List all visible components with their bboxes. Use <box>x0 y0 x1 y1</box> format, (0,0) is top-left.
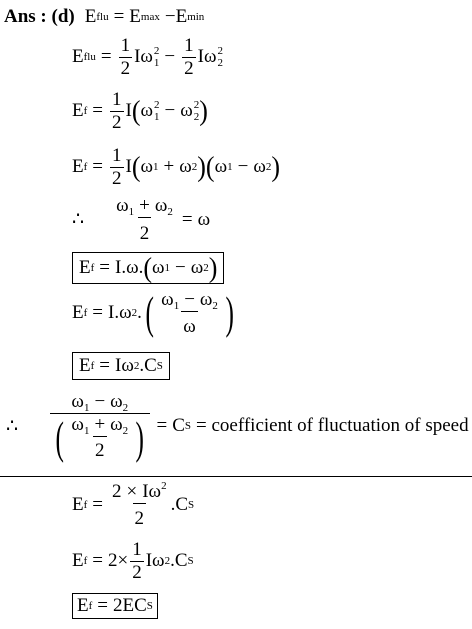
symbol-E: E <box>79 257 91 278</box>
equals-sign: = <box>92 156 103 178</box>
symbol-E: E <box>84 6 97 27</box>
symbol-C: C <box>175 494 188 516</box>
therefore-symbol: ∴ <box>6 415 19 437</box>
symbol-omega: ω <box>71 391 84 412</box>
equation-half-I-omega-squared-diff: E f = $\frac{1}{2}$ I ( ω 2 1 − ω 2 2 ) <box>72 89 208 133</box>
symbol-omega: ω <box>197 208 211 230</box>
equation-mean-omega <box>72 196 210 244</box>
subscript-2: 2 <box>212 300 218 312</box>
symbol-omega: ω <box>116 195 129 216</box>
number-2: 2 <box>108 550 118 572</box>
boxed-equation-2ECs <box>72 593 158 619</box>
equals-sign: = <box>92 550 103 572</box>
equation-I-omega-squared-ratio: E f = I. ω 2 . ( $\frac{\omega_1 - \omega_2}{\omega}$ ) <box>72 287 234 339</box>
fraction-one-half <box>182 36 196 79</box>
superscript-2: 2 <box>193 98 200 111</box>
symbol-omega: ω <box>140 100 154 122</box>
symbol-E: E <box>175 6 188 27</box>
denominator: 2 <box>138 217 152 244</box>
dot-operator: . <box>170 550 175 572</box>
symbol-I: I <box>142 481 149 502</box>
denominator: 2 <box>132 561 142 583</box>
right-paren: ) <box>271 150 281 183</box>
subscript-2: 2 <box>122 425 129 437</box>
symbol-omega: ω <box>110 414 123 435</box>
superscript-2: 2 <box>153 44 160 57</box>
plus-sign: + <box>94 414 106 435</box>
symbol-E: E <box>77 595 89 616</box>
fraction-coefficient <box>50 392 149 461</box>
equals-sign: = <box>97 595 108 616</box>
result-box: E f = I.ω. ( ω 1 − ω 2 ) <box>72 252 224 284</box>
numerator: 1 <box>112 89 122 110</box>
result-box: E f = 2E C S <box>72 593 158 619</box>
symbol-omega: ω <box>253 156 266 178</box>
right-paren: ) <box>208 251 218 284</box>
fraction-omega-sum-over-2 <box>114 196 175 244</box>
dot-operator: . <box>137 302 142 324</box>
subscript-1: 1 <box>154 110 160 123</box>
fraction-one-half <box>110 146 124 189</box>
subscript-2: 2 <box>167 206 173 218</box>
symbol-E: E <box>72 156 84 178</box>
symbol-C: C <box>134 595 147 616</box>
right-paren: ) <box>199 94 208 127</box>
numerator <box>114 196 175 217</box>
equals-sign: = <box>181 208 193 230</box>
superscript-2: 2 <box>161 480 167 492</box>
minus-sign: − <box>164 46 176 68</box>
symbol-E: E <box>129 6 141 27</box>
minus-sign: − <box>184 289 195 310</box>
fraction-omega-diff-over-omega <box>159 290 220 337</box>
denominator: 2 <box>93 436 107 461</box>
fraction-one-half <box>130 540 144 583</box>
numerator <box>69 415 130 436</box>
fraction-2-I-omega-squared-over-2 <box>110 482 169 529</box>
numerator: 1 <box>184 35 194 56</box>
sup-sub-stack <box>217 46 223 69</box>
symbol-I: I <box>125 156 132 178</box>
equation-2-I-omega-squared-over-2: E f = $\frac{2 \times I\omega^2}{2}$ . C S <box>72 480 195 529</box>
minus-sign: − <box>237 156 249 178</box>
equals-sign: = <box>92 302 103 324</box>
subscript-1: 1 <box>83 425 90 437</box>
equals-sign: = <box>156 415 168 437</box>
right-big-paren: ) <box>135 411 145 463</box>
equals-sign: = <box>99 355 110 376</box>
horizontal-divider <box>0 476 472 477</box>
therefore-symbol: ∴ <box>72 209 85 231</box>
numerator <box>69 392 130 413</box>
symbol-omega: ω <box>203 46 217 68</box>
equation-coefficient-of-fluctuation: ∴ $\omega_1 - \omega_2$ ( $\frac{\omega_1 + \omega_2}{2}$ ) = C S = coefficient of fluctuation of speed <box>6 391 469 463</box>
symbol-omega: ω <box>161 289 174 310</box>
denominator: 2 <box>112 167 122 189</box>
symbol-omega: ω <box>140 156 154 178</box>
denominator: 2 <box>184 57 194 79</box>
symbol-omega: ω <box>110 391 123 412</box>
symbol-E: E <box>72 46 84 68</box>
boxed-equation-I-omega-squared-Cs <box>72 352 170 380</box>
symbol-omega: ω <box>152 257 165 278</box>
fraction-omega-sum-over-2 <box>69 415 130 461</box>
denominator <box>50 413 149 461</box>
left-paren: ( <box>143 251 153 284</box>
times-sign: × <box>117 550 129 572</box>
denominator: ω <box>181 311 198 337</box>
symbol-omega: ω <box>154 195 168 216</box>
symbol-E: E <box>72 100 84 122</box>
minus-sign: − <box>94 391 106 412</box>
equals-sign: = <box>92 494 103 516</box>
denominator: 2 <box>133 503 147 529</box>
symbol-omega: ω <box>214 156 228 178</box>
left-paren: ( <box>205 150 215 183</box>
subscript-1: 1 <box>173 300 180 312</box>
symbol-I: I <box>145 550 153 572</box>
symbol-omega: ω <box>119 302 132 324</box>
symbol-omega: ω <box>152 550 165 572</box>
symbol-I: I <box>125 100 132 122</box>
subscript-2: 2 <box>193 110 200 123</box>
left-big-paren: ( <box>145 287 154 339</box>
dot-operator: . <box>139 355 145 376</box>
symbol-omega: ω <box>140 46 153 68</box>
symbol-I: I <box>115 355 122 376</box>
equals-sign: = <box>113 6 125 27</box>
equation-energy-fluctuation-definition: Ans : (d) E flu = E max − E min <box>4 6 205 27</box>
symbol-E: E <box>72 550 84 572</box>
symbol-I: I <box>197 46 204 68</box>
right-big-paren: ) <box>225 287 234 339</box>
term-2E: 2E <box>113 595 135 616</box>
left-paren: ( <box>131 94 141 127</box>
symbol-E: E <box>79 355 91 376</box>
symbol-omega: ω <box>179 156 192 178</box>
equals-sign: = <box>100 46 112 68</box>
numerator: 1 <box>112 145 122 166</box>
symbol-omega: ω <box>148 481 162 502</box>
equals-sign: = <box>92 100 103 122</box>
minus-sign: − <box>164 100 176 122</box>
numerator: 1 <box>132 539 142 560</box>
denominator: 2 <box>112 111 122 133</box>
fraction-one-half <box>110 90 124 133</box>
equation-half-I-omega-difference: E flu = $\frac{1}{2}$ I ω 2 1 − $\frac{1}{2}$ I ω 2 2 <box>72 35 223 79</box>
sup-sub-stack <box>154 100 160 123</box>
fraction-one-half <box>119 36 133 79</box>
equation-2-times-half-I-omega-squared: E f = 2 × $\frac{1}{2}$ I ω 2 . C S <box>72 539 194 583</box>
numerator: 1 <box>120 35 131 56</box>
result-box: E f = I ω 2 . C S <box>72 352 170 380</box>
equals-sign: = <box>99 257 110 278</box>
number-2: 2 <box>112 481 122 502</box>
symbol-C: C <box>174 550 188 572</box>
superscript-2: 2 <box>154 98 160 111</box>
plus-sign: + <box>139 195 150 216</box>
denominator: 2 <box>120 57 131 79</box>
subscript-1: 1 <box>83 402 90 414</box>
subscript-1: 1 <box>128 206 135 218</box>
numerator <box>159 290 220 311</box>
symbol-C: C <box>172 415 185 437</box>
minus-sign: − <box>164 6 176 27</box>
symbol-E: E <box>72 494 84 516</box>
symbol-omega: ω <box>180 100 193 122</box>
left-big-paren: ( <box>55 411 64 463</box>
superscript-2: 2 <box>217 44 223 57</box>
symbol-omega: ω <box>71 414 84 435</box>
symbol-omega: ω <box>199 289 213 310</box>
answer-label: Ans : (d) <box>4 6 75 27</box>
subscript-2: 2 <box>122 402 129 414</box>
symbol-C: C <box>144 355 157 376</box>
boxed-equation-I-omega-diff <box>72 252 224 284</box>
symbol-I: I <box>134 46 141 68</box>
sup-sub-stack <box>154 46 160 69</box>
symbol-E: E <box>72 302 84 324</box>
equation-half-I-sum-times-diff: E f = $\frac{1}{2}$ I ( ω 1 + ω 2 ) ( ω 1 − ω 2 ) <box>72 145 281 189</box>
right-paren: ) <box>197 150 206 183</box>
left-paren: ( <box>131 150 141 183</box>
subscript-2: 2 <box>217 56 223 69</box>
symbol-omega: ω <box>121 355 134 376</box>
plus-sign: + <box>163 156 175 178</box>
coefficient-description: = coefficient of fluctuation of speed <box>196 415 469 437</box>
dot-operator: . <box>170 494 176 516</box>
term-I-dot-omega: I.ω. <box>115 257 144 278</box>
term-I-dot: I. <box>108 302 120 324</box>
subscript-1: 1 <box>153 56 160 69</box>
symbol-omega: ω <box>190 257 204 278</box>
numerator <box>110 482 169 503</box>
times-sign: × <box>126 481 138 502</box>
minus-sign: − <box>175 257 186 278</box>
